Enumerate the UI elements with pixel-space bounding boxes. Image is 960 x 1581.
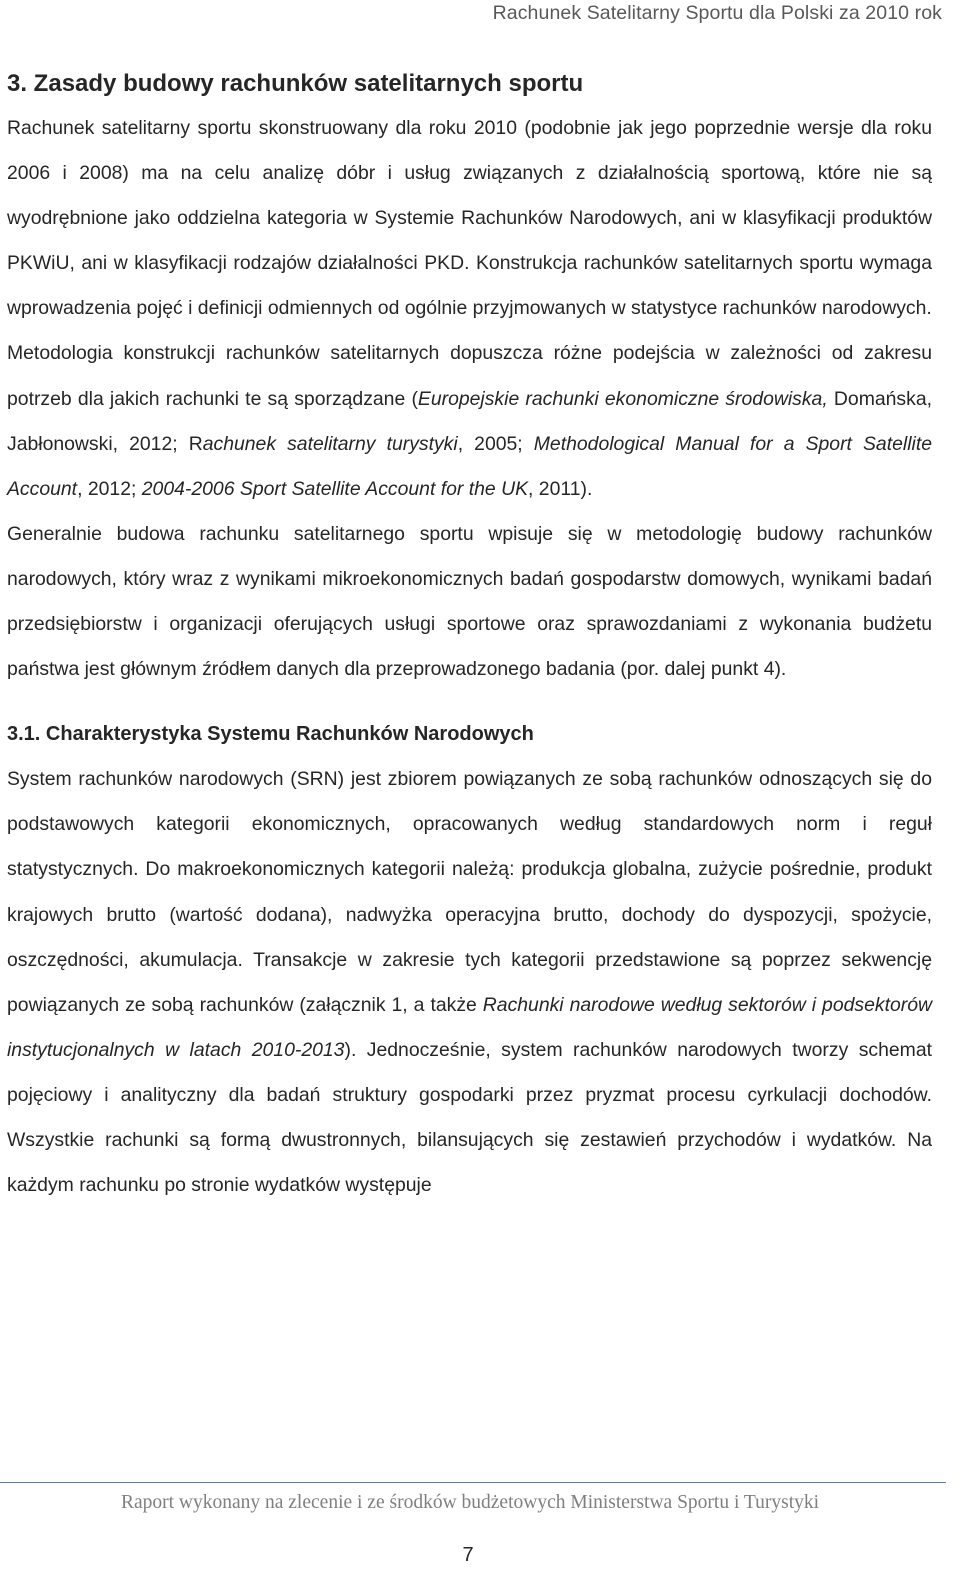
citation-title-environmental-accounts: Europejskie rachunki ekonomiczne środowiska, — [417, 387, 828, 410]
citation-title-methodological-manual: Methodological Manual for a Sport Satellite Account — [7, 432, 932, 500]
paragraph-2-text: , 2011). — [528, 477, 593, 500]
paragraph-2-text: , 2012; — [77, 477, 142, 500]
paragraph-4 — [7, 757, 932, 1208]
running-header: Rachunek Satelitarny Sportu dla Polski za 2010 rok — [492, 2, 942, 24]
paragraph-2-text: Metodologia konstrukcji rachunków satelitarnych dopuszcza różne podejścia w zależności od zakresu potrzeb dla jakich rachunki te są sporządzane ( — [7, 342, 932, 410]
paragraph-1: Rachunek satelitarny sportu skonstruowany dla roku 2010 (podobnie jak jego poprzednie wersje dla roku 2006 i 2008) ma na celu analizę dóbr i usług związanych z działalnością sportową, które nie są wyodrębnione jako oddzielna kategoria w Systemie Rachunków Narodowych, ani w klasyfikacji produktów PKWiU, ani w klasyfikacji rodzajów działalności PKD. Konstrukcja rachunków satelitarnych sportu wymaga wprowadzenia pojęć i definicji odmiennych od ogólnie przyjmowanych w statystyce rachunków narodowych. — [7, 117, 932, 320]
footer-divider — [0, 1482, 946, 1483]
citation-title-tourism-account: achunek satelitarny turystyki — [202, 432, 458, 455]
paragraph-2-text: Domańska, Jabłonowski, 2012; R — [7, 387, 932, 455]
document-body — [7, 62, 932, 1208]
citation-title-uk-account: 2004-2006 Sport Satellite Account for the UK — [141, 477, 529, 500]
section-title: 3. Zasady budowy rachunków satelitarnych sportu — [7, 70, 584, 97]
footer-text: Raport wykonany na zlecenie i ze środków budżetowych Ministerstwa Sportu i Turystyki — [120, 1492, 820, 1513]
page-number: 7 — [462, 1544, 474, 1566]
paragraph-3: Generalnie budowa rachunku satelitarnego sportu wpisuje się w metodologię budowy rachunków narodowych, który wraz z wynikami mikroekonomicznych badań gospodarstw domowych, wynikami badań przedsiębiorstw i organizacji oferujących usługi sportowe oraz sprawozdaniami z wykonania budżetu państwa jest głównym źródłem danych dla przeprowadzonego badania (por. dalej punkt 4). — [7, 522, 932, 681]
subsection-title: 3.1. Charakterystyka Systemu Rachunków Narodowych — [7, 723, 534, 746]
paragraph-4-text: ). Jednocześnie, system rachunków narodowych tworzy schemat pojęciowy i analityczny dla badań struktury gospodarki przez pryzmat procesu cyrkulacji dochodów. Wszystkie rachunki są formą dwustronnych, bilansujących się zestawień przychodów i wydatków. Na każdym rachunku po stronie wydatków występuje — [7, 1038, 932, 1197]
citation-title-national-accounts-by-sector: Rachunki narodowe według sektorów i podsektorów instytucjonalnych w latach 2010-2013 — [7, 993, 932, 1061]
paragraph-2 — [7, 331, 932, 511]
paragraph-2-text: , 2005; — [457, 432, 534, 455]
paragraph-4-text: System rachunków narodowych (SRN) jest zbiorem powiązanych ze sobą rachunków odnoszących się do podstawowych kategorii ekonomicznych, opracowanych według standardowych norm i reguł statystycznych. Do makroekonomicznych kategorii należą: produkcja globalna, zużycie pośrednie, produkt krajowych brutto (wartość dodana), nadwyżka operacyjna brutto, dochody do dyspozycji, spożycie, oszczędności, akumulacja. Transakcje w zakresie tych kategorii przedstawione są poprzez sekwencję powiązanych ze sobą rachunków (załącznik 1, a także — [7, 768, 932, 1016]
